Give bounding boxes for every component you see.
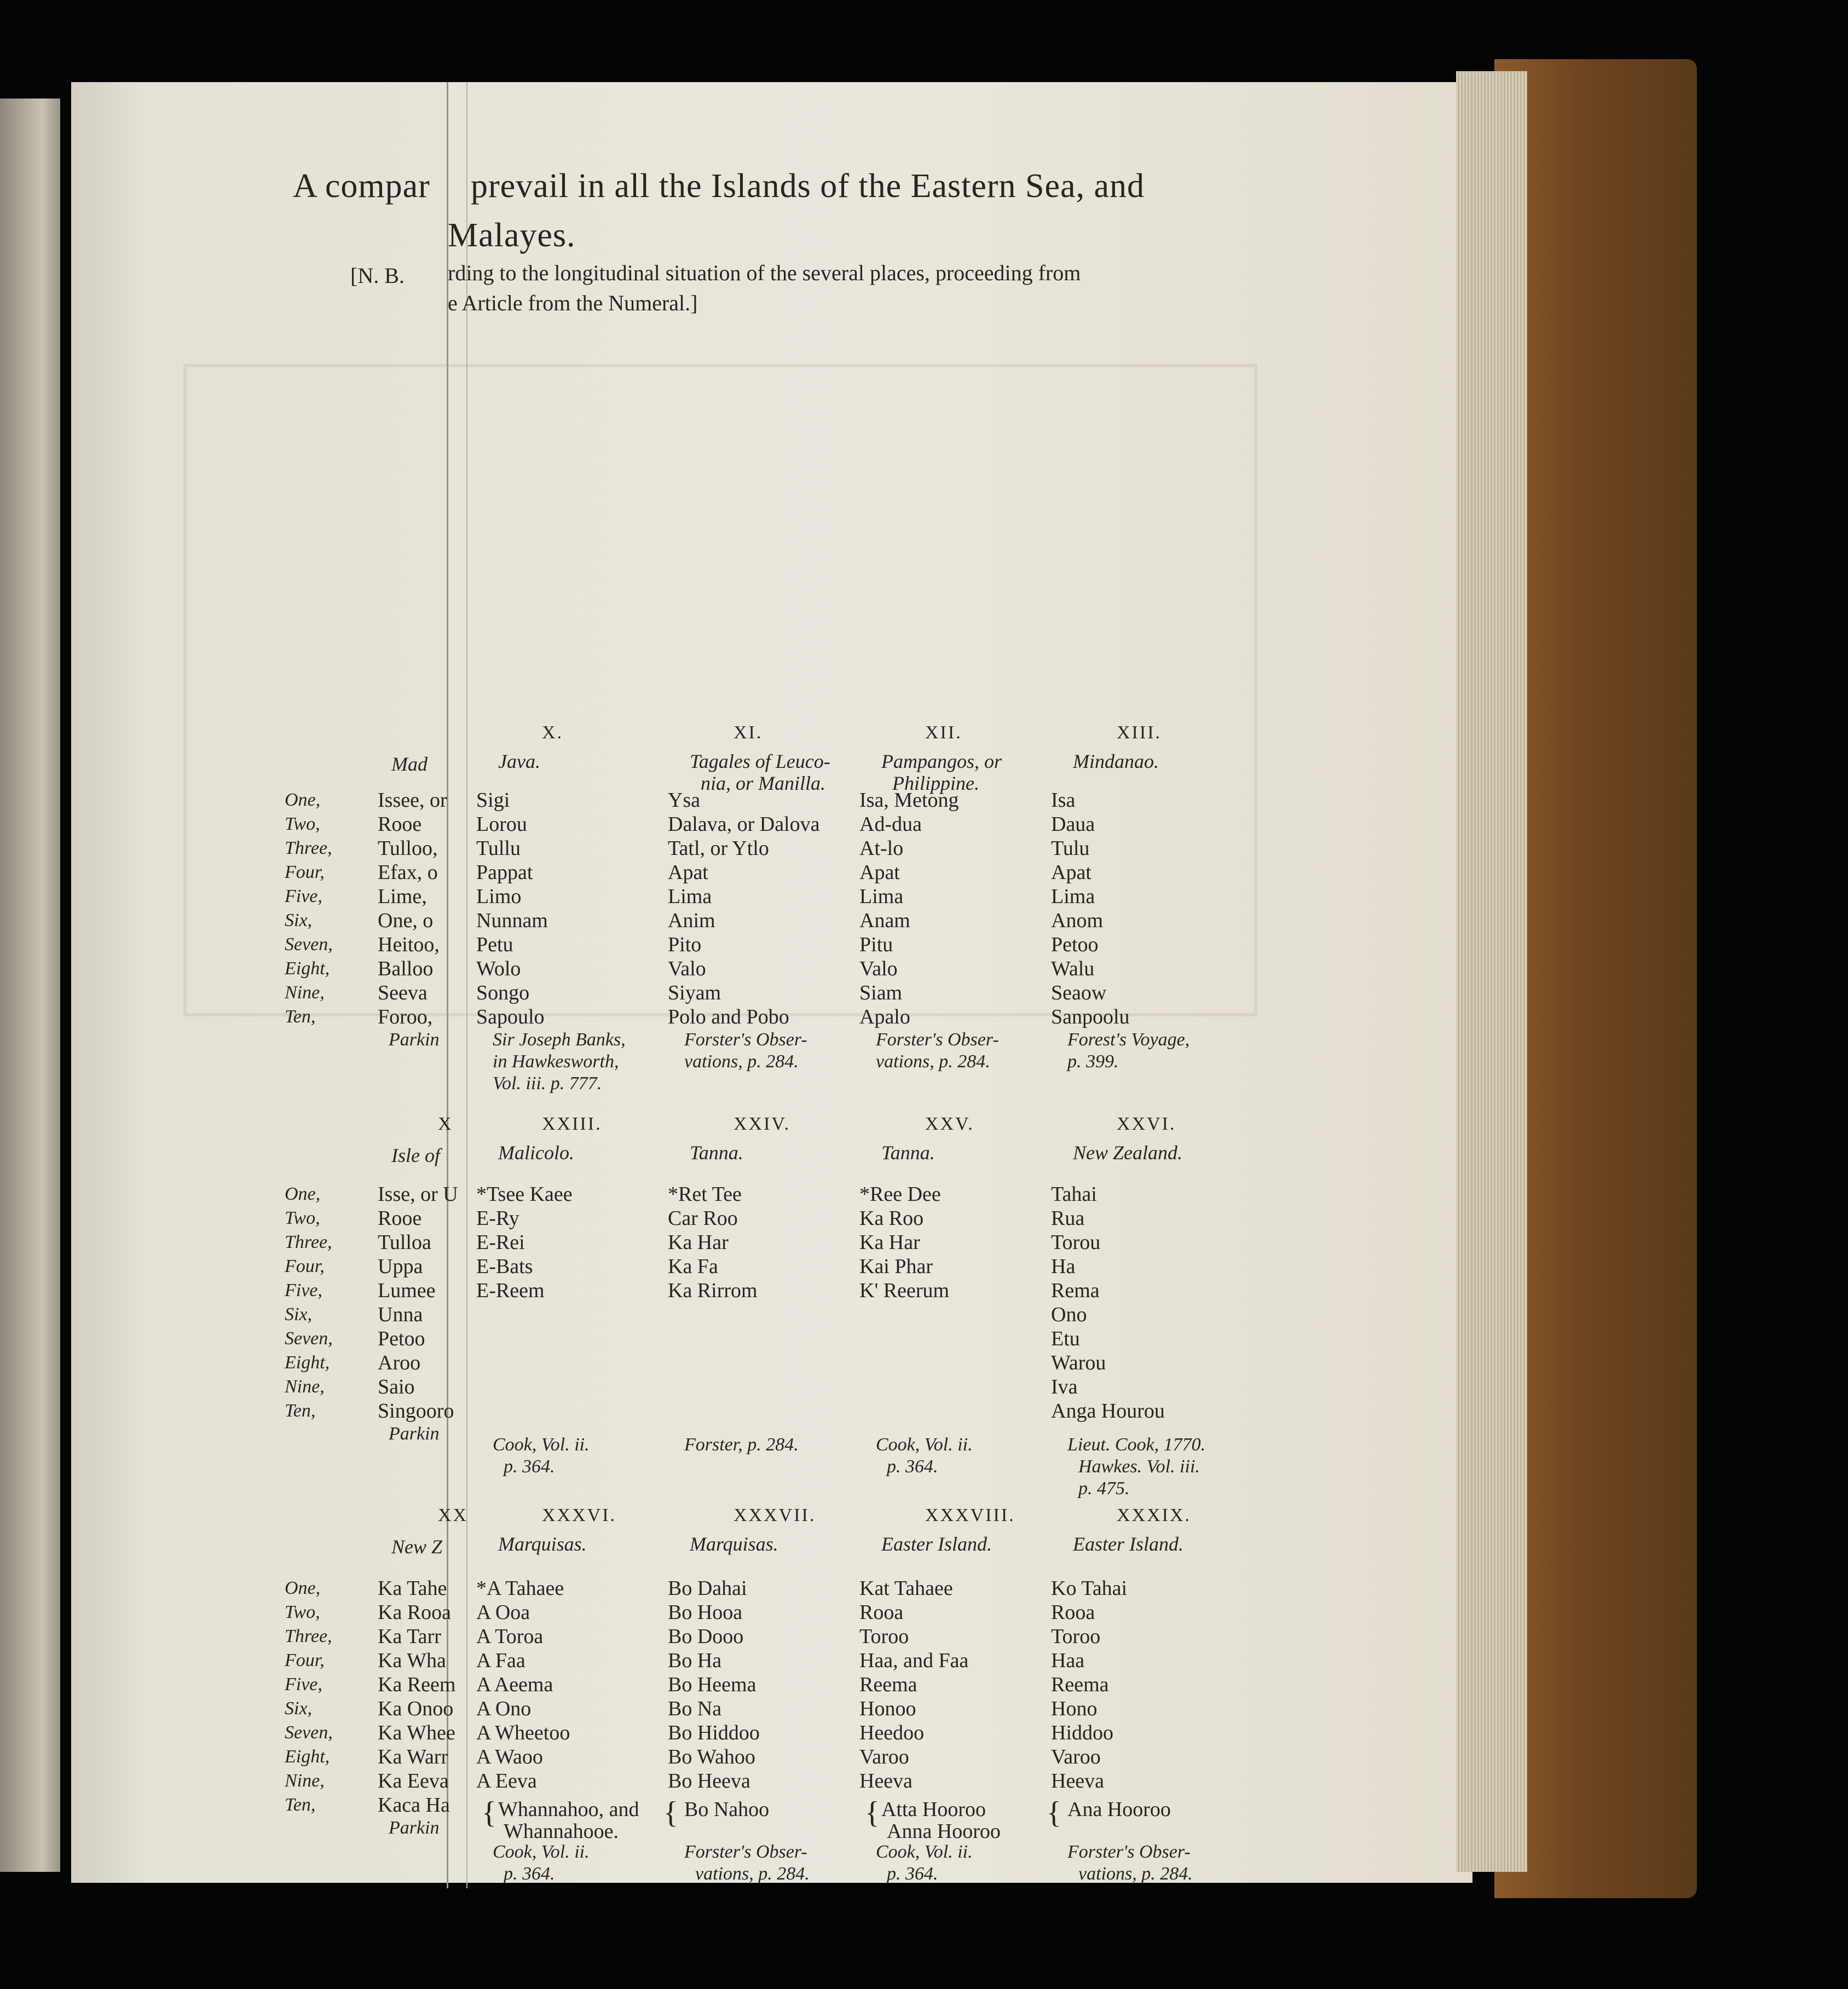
numeral-word: A Toroa <box>476 1625 544 1648</box>
row-label: Seven, <box>285 1328 333 1349</box>
numeral-word: E-Reem <box>476 1279 545 1302</box>
column-name: Mindanao. <box>1073 750 1159 772</box>
row-label: One, <box>285 1578 321 1598</box>
numeral-word: Bo Heeva <box>668 1770 750 1793</box>
numeral-word: Apat <box>859 861 900 884</box>
column-source: Forest's Voyage, <box>1067 1030 1190 1050</box>
numeral-word: Torou <box>1051 1231 1101 1254</box>
column-name: Mad <box>391 753 428 775</box>
row-label: Two, <box>285 1208 320 1228</box>
numeral-word: Valo <box>859 957 898 980</box>
numeral-word: One, o <box>378 909 434 932</box>
brace-mark: { <box>663 1796 678 1830</box>
column-source: Cook, Vol. ii. <box>876 1435 973 1455</box>
numeral-word: Lima <box>859 885 904 908</box>
row-label: Five, <box>285 886 322 906</box>
column-source: Forster's Obser- <box>684 1842 807 1862</box>
numeral-word: Tulloa <box>378 1231 431 1254</box>
numeral-word: Hiddoo <box>1051 1721 1113 1744</box>
numeral-word: Efax, o <box>378 861 438 884</box>
numeral-word: Valo <box>668 957 706 980</box>
column-numeral: XXXVIII. <box>925 1505 1015 1525</box>
numeral-word: Haa <box>1051 1649 1085 1672</box>
numeral-word: Aroo <box>378 1351 421 1374</box>
numeral-word: A Faa <box>476 1649 525 1672</box>
row-label: Five, <box>285 1280 322 1300</box>
row-label: Eight, <box>285 1747 330 1767</box>
numeral-word: Isse, or U <box>378 1183 458 1206</box>
column-name-line2: nia, or Manilla. <box>701 772 826 794</box>
numeral-word: Atta Hooroo <box>881 1798 986 1821</box>
numeral-word: Heeva <box>859 1770 913 1793</box>
column-source: Forster's Obser- <box>1067 1842 1191 1862</box>
numeral-word: Ka Tahe <box>378 1577 447 1600</box>
numeral-word: Ka Eeva <box>378 1770 449 1793</box>
column-source: Cook, Vol. ii. <box>493 1842 590 1862</box>
numeral-word: Kat Tahaee <box>859 1577 953 1600</box>
numeral-word: Ha <box>1051 1255 1076 1278</box>
numeral-word: Toroo <box>859 1625 909 1648</box>
numeral-word: Haa, and Faa <box>859 1649 969 1672</box>
numeral-word: Lumee <box>378 1279 436 1302</box>
numeral-word: Tulloo, <box>378 837 438 860</box>
row-label: Four, <box>285 862 325 882</box>
column-name: Marquisas. <box>498 1533 587 1555</box>
numeral-word: Toroo <box>1051 1625 1101 1648</box>
numeral-word: Lorou <box>476 813 527 836</box>
column-numeral: XXIV. <box>734 1114 791 1134</box>
numeral-word: Warou <box>1051 1351 1106 1374</box>
row-label: One, <box>285 790 321 810</box>
numeral-word: Siam <box>859 981 903 1004</box>
numeral-word: Lima <box>668 885 712 908</box>
numeral-word: Bo Nahoo <box>684 1798 770 1821</box>
brace-mark: { <box>865 1796 880 1830</box>
numeral-word: Ko Tahai <box>1051 1577 1128 1600</box>
row-label: Ten, <box>285 1401 316 1421</box>
numeral-word: Pito <box>668 933 702 956</box>
numeral-word: Apat <box>1051 861 1092 884</box>
column-numeral: X. <box>542 722 564 743</box>
numeral-word: Whannahoo, and <box>498 1798 639 1821</box>
column-source: vations, p. 284. <box>684 1051 799 1072</box>
column-source: p. 364. <box>887 1864 938 1884</box>
column-source: Cook, Vol. ii. <box>876 1842 973 1862</box>
numeral-word: At-lo <box>859 837 904 860</box>
column-source: vations, p. 284. <box>876 1051 990 1072</box>
numeral-word: Bo Dooo <box>668 1625 744 1648</box>
numeral-word: Wolo <box>476 957 521 980</box>
numeral-word: K' Reerum <box>859 1279 950 1302</box>
numeral-word: Apalo <box>859 1005 910 1028</box>
numeral-word: Apat <box>668 861 708 884</box>
title-left: A compar <box>293 167 430 205</box>
numeral-word: Ka Har <box>668 1231 729 1254</box>
column-numeral: XX <box>438 1505 469 1525</box>
numeral-word: *A Tahaee <box>476 1577 564 1600</box>
row-label: Six, <box>285 1304 313 1325</box>
numeral-word: Unna <box>378 1303 423 1326</box>
numeral-word: Bo Ha <box>668 1649 722 1672</box>
numeral-word: Anga Hourou <box>1051 1400 1165 1423</box>
numeral-word: A Aeema <box>476 1673 553 1696</box>
numeral-word: Seeva <box>378 981 428 1004</box>
numeral-word: *Tsee Kaee <box>476 1183 573 1206</box>
numeral-word: Isa <box>1051 789 1076 812</box>
numeral-word: Songo <box>476 981 530 1004</box>
column-source: Lieut. Cook, 1770. <box>1067 1435 1206 1455</box>
numeral-word: Issee, or <box>378 789 447 812</box>
numeral-word: Limo <box>476 885 522 908</box>
column-source: p. 364. <box>504 1864 555 1884</box>
numeral-word: Walu <box>1051 957 1095 980</box>
column-name: Easter Island. <box>1073 1533 1183 1555</box>
numeral-word: Ad-dua <box>859 813 922 836</box>
numeral-word: Bo Na <box>668 1697 722 1720</box>
row-label: Six, <box>285 1698 313 1719</box>
numeral-word: Bo Hooa <box>668 1601 743 1624</box>
row-label: One, <box>285 1184 321 1204</box>
row-label: Nine, <box>285 1377 325 1397</box>
row-label: Seven, <box>285 934 333 955</box>
numeral-word: Anom <box>1051 909 1103 932</box>
column-name: Tanna. <box>881 1142 935 1164</box>
numeral-word: Kai Phar <box>859 1255 933 1278</box>
column-name: Easter Island. <box>881 1533 992 1555</box>
column-numeral: XXVI. <box>1117 1114 1176 1134</box>
row-label: Ten, <box>285 1795 316 1815</box>
column-numeral: XXIII. <box>542 1114 602 1134</box>
numeral-word: Petu <box>476 933 513 956</box>
column-name-line2: Philippine. <box>892 772 979 794</box>
numeral-word: Rooe <box>378 813 422 836</box>
numeral-word: Sigi <box>476 789 510 812</box>
row-label: Four, <box>285 1650 325 1670</box>
title-line2: Malayes. <box>448 217 576 254</box>
numeral-word: Pappat <box>476 861 533 884</box>
column-numeral: XXXVII. <box>734 1505 816 1525</box>
numeral-word: Anim <box>668 909 715 932</box>
column-name: Tagales of Leuco- <box>690 750 830 772</box>
title-right: prevail in all the Islands of the Eastern Sea, and <box>471 167 1145 205</box>
numeral-word: Saio <box>378 1375 415 1398</box>
column-name: Pampangos, or <box>881 750 1002 772</box>
row-label: Seven, <box>285 1722 333 1743</box>
numeral-word: Lima <box>1051 885 1095 908</box>
column-source: vations, p. 284. <box>695 1864 810 1884</box>
numeral-word: Iva <box>1051 1375 1078 1398</box>
row-label: Five, <box>285 1674 322 1695</box>
numeral-word: Rooa <box>859 1601 904 1624</box>
numeral-word: Car Roo <box>668 1207 738 1230</box>
note-line2: e Article from the Numeral.] <box>448 291 698 315</box>
numeral-word: Ysa <box>668 789 701 812</box>
column-name: Isle of <box>391 1144 440 1166</box>
numeral-word: A Wheetoo <box>476 1721 570 1744</box>
numeral-word: Rooe <box>378 1207 422 1230</box>
numeral-word: *Ret Tee <box>668 1183 742 1206</box>
column-numeral: XXXIX. <box>1117 1505 1192 1525</box>
numeral-word: Varoo <box>859 1745 909 1768</box>
numeral-word: Petoo <box>1051 933 1099 956</box>
fold-line-shadow <box>466 82 467 1888</box>
numeral-word: Isa, Metong <box>859 789 959 812</box>
numeral-word: Rooa <box>1051 1601 1095 1624</box>
column-numeral: X <box>438 1114 453 1134</box>
column-source: Forster's Obser- <box>684 1030 807 1050</box>
row-label: Three, <box>285 1626 332 1646</box>
numeral-word: Sapoulo <box>476 1005 545 1028</box>
row-label: Four, <box>285 1256 325 1276</box>
column-numeral: XXV. <box>925 1114 974 1134</box>
numeral-word: Daua <box>1051 813 1095 836</box>
numeral-word: Kaca Ha <box>378 1794 450 1817</box>
column-numeral: XIII. <box>1117 722 1162 743</box>
numeral-word: Ka Wha <box>378 1649 446 1672</box>
row-label: Nine, <box>285 1771 325 1791</box>
numeral-word: Tullu <box>476 837 521 860</box>
numeral-word: A Ono <box>476 1697 532 1720</box>
numeral-word: Bo Wahoo <box>668 1745 755 1768</box>
numeral-word: Dalava, or Dalova <box>668 813 820 836</box>
column-numeral: XII. <box>925 722 962 743</box>
numeral-word: Siyam <box>668 981 721 1004</box>
note-left: [N. B. <box>350 263 405 288</box>
numeral-word: Ana Hooroo <box>1067 1798 1171 1821</box>
column-name: Marquisas. <box>690 1533 778 1555</box>
numeral-word: Ono <box>1051 1303 1087 1326</box>
column-source: Sir Joseph Banks, <box>493 1030 626 1050</box>
numeral-word: Seaow <box>1051 981 1107 1004</box>
numeral-word: Ka Roo <box>859 1207 924 1230</box>
numeral-word: E-Bats <box>476 1255 533 1278</box>
numeral-word: Petoo <box>378 1327 425 1350</box>
column-name: Malicolo. <box>498 1142 574 1164</box>
column-source: Vol. iii. p. 777. <box>493 1073 602 1094</box>
column-name: Tanna. <box>690 1142 743 1164</box>
numeral-word: Ka Fa <box>668 1255 718 1278</box>
numeral-word: Reema <box>1051 1673 1109 1696</box>
numeral-word: Ka Warr <box>378 1745 448 1768</box>
numeral-word: Ka Rirrom <box>668 1279 758 1302</box>
page-stack-edge <box>1456 71 1527 1872</box>
numeral-word: E-Rei <box>476 1231 525 1254</box>
column-source: Forster's Obser- <box>876 1030 999 1050</box>
note-line1: rding to the longitudinal situation of the several places, proceeding from <box>448 261 1081 285</box>
numeral-word: Pitu <box>859 933 893 956</box>
numeral-word: Polo and Pobo <box>668 1005 789 1028</box>
row-label: Eight, <box>285 1352 330 1373</box>
column-source: Parkin <box>389 1424 440 1444</box>
numeral-word: Ka Onoo <box>378 1697 454 1720</box>
column-source: Hawkes. Vol. iii. <box>1078 1456 1200 1477</box>
numeral-word: Reema <box>859 1673 917 1696</box>
brace-mark: { <box>482 1796 496 1830</box>
numeral-word: Ka Whee <box>378 1721 455 1744</box>
numeral-word: Varoo <box>1051 1745 1101 1768</box>
numeral-word-alt: Whannahooe. <box>504 1820 619 1843</box>
row-label: Six, <box>285 910 313 930</box>
column-name: New Z <box>391 1536 443 1558</box>
numeral-word: Ka Rooa <box>378 1601 452 1624</box>
numeral-word: Nunnam <box>476 909 548 932</box>
numeral-word: Ka Reem <box>378 1673 456 1696</box>
column-name: New Zealand. <box>1073 1142 1183 1164</box>
row-label: Two, <box>285 814 320 834</box>
numeral-word: Heitoo, <box>378 933 440 956</box>
numeral-word: A Eeva <box>476 1770 537 1793</box>
row-label: Three, <box>285 838 332 858</box>
numeral-word: Anam <box>859 909 910 932</box>
column-numeral: XXXVI. <box>542 1505 617 1525</box>
numeral-word: Heeva <box>1051 1770 1105 1793</box>
numeral-word: A Waoo <box>476 1745 543 1768</box>
numeral-word: Uppa <box>378 1255 423 1278</box>
numeral-word: Singooro <box>378 1400 454 1423</box>
numeral-word: Bo Hiddoo <box>668 1721 760 1744</box>
numeral-word: A Ooa <box>476 1601 530 1624</box>
numeral-word: Foroo, <box>378 1005 433 1028</box>
numeral-word: Hono <box>1051 1697 1098 1720</box>
column-source: Forster, p. 284. <box>684 1435 799 1455</box>
row-label: Three, <box>285 1232 332 1252</box>
numeral-word: Heedoo <box>859 1721 925 1744</box>
numeral-word: Etu <box>1051 1327 1080 1350</box>
numeral-word: Ka Tarr <box>378 1625 441 1648</box>
column-source: Parkin <box>389 1818 440 1838</box>
numeral-word: Tahai <box>1051 1183 1097 1206</box>
row-label: Two, <box>285 1602 320 1622</box>
brace-mark: { <box>1047 1796 1061 1830</box>
numeral-word: Ka Har <box>859 1231 920 1254</box>
column-source: p. 399. <box>1067 1051 1119 1072</box>
row-label: Ten, <box>285 1007 316 1027</box>
column-source: Cook, Vol. ii. <box>493 1435 590 1455</box>
column-source: in Hawkesworth, <box>493 1051 619 1072</box>
column-source: p. 475. <box>1078 1478 1130 1499</box>
numeral-word: Rua <box>1051 1207 1085 1230</box>
column-source: vations, p. 284. <box>1078 1864 1193 1884</box>
numeral-word: Sanpoolu <box>1051 1005 1130 1028</box>
column-source: Parkin <box>389 1030 440 1050</box>
numeral-word: Balloo <box>378 957 434 980</box>
numeral-word: Honoo <box>859 1697 916 1720</box>
numeral-word: Tulu <box>1051 837 1090 860</box>
numeral-word: Rema <box>1051 1279 1100 1302</box>
column-name: Java. <box>498 750 540 772</box>
left-page-edge <box>0 99 60 1872</box>
column-source: p. 364. <box>504 1456 555 1477</box>
numeral-word: E-Ry <box>476 1207 519 1230</box>
numeral-word: Lime, <box>378 885 427 908</box>
row-label: Eight, <box>285 958 330 979</box>
numeral-word-alt: Anna Hooroo <box>887 1820 1001 1843</box>
numeral-word: Bo Heema <box>668 1673 756 1696</box>
numeral-word: *Ree Dee <box>859 1183 941 1206</box>
column-numeral: XI. <box>734 722 763 743</box>
column-source: p. 364. <box>887 1456 938 1477</box>
numeral-word: Tatl, or Ytlo <box>668 837 769 860</box>
numeral-word: Bo Dahai <box>668 1577 747 1600</box>
row-label: Nine, <box>285 982 325 1003</box>
